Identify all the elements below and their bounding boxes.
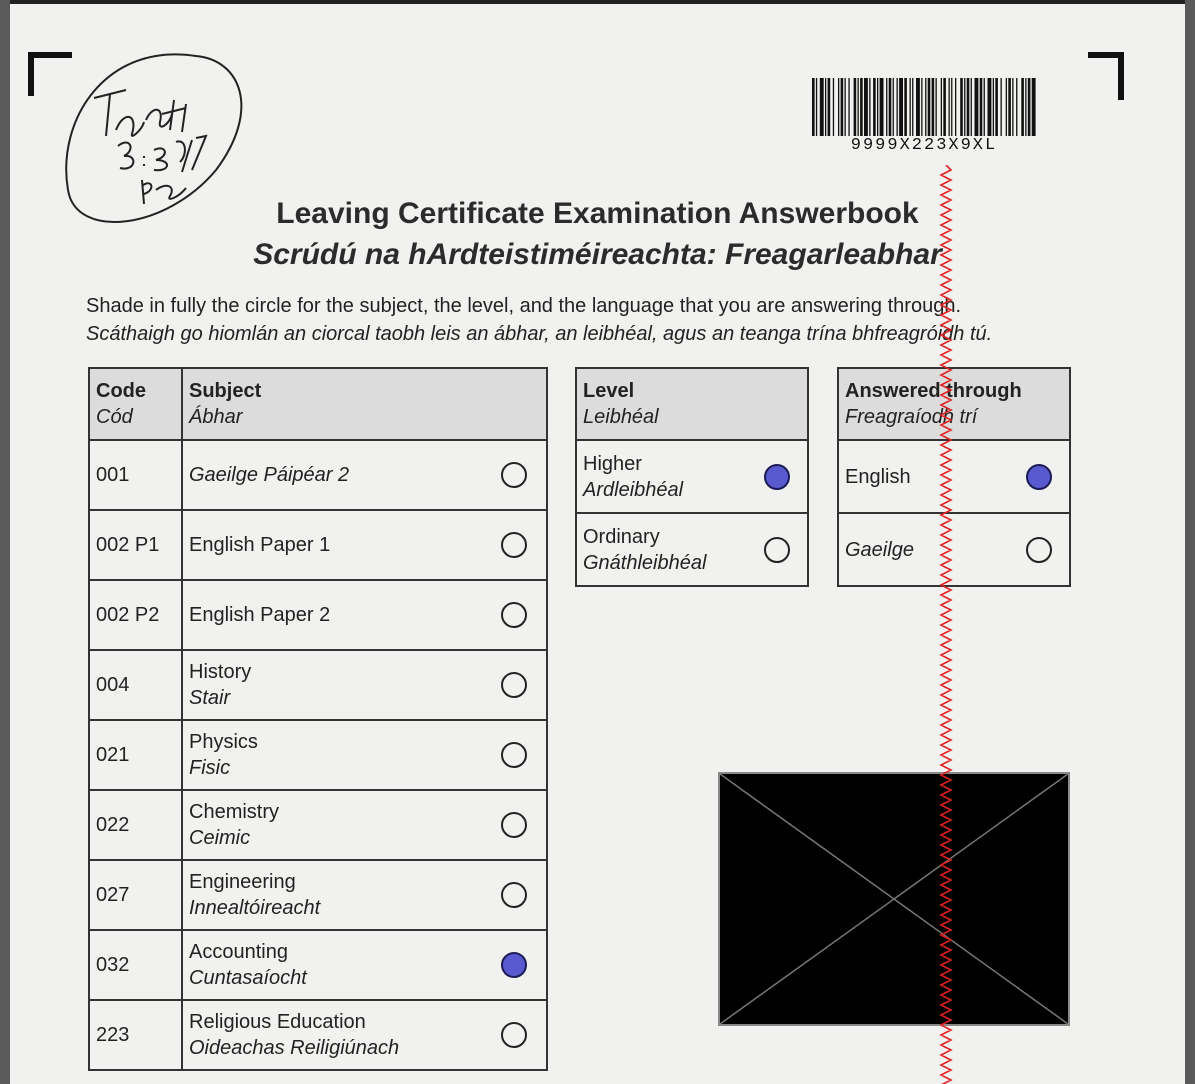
level-bubble[interactable]: [764, 464, 790, 490]
barcode-bar: [984, 78, 985, 136]
subject-name: Chemistry Ceimic: [182, 790, 482, 860]
barcode-bar: [943, 78, 946, 136]
subject-code: 021: [89, 720, 182, 790]
barcode-bar: [833, 78, 834, 136]
header-level: Level Leibhéal: [576, 368, 808, 440]
barcode-bar: [936, 78, 937, 136]
barcode-bar: [812, 78, 815, 136]
barcode-bar: [858, 78, 859, 136]
table-row: [89, 650, 547, 720]
table-row: [576, 440, 808, 513]
barcode-bar: [854, 78, 857, 136]
barcode: [810, 78, 1038, 136]
wavy-line-path: [941, 165, 951, 1084]
barcode-bar: [897, 78, 898, 136]
language-name: Gaeilge: [838, 513, 1008, 586]
barcode-bar: [1016, 78, 1017, 136]
redacted-box: [718, 772, 1070, 1026]
barcode-bar: [941, 78, 942, 136]
table-row: [89, 860, 547, 930]
barcode-bar: [1008, 78, 1011, 136]
barcode-bar: [960, 78, 963, 136]
table-row: [89, 510, 547, 580]
subject-name: Religious Education Oideachas Reiligiúnach: [182, 1000, 482, 1070]
barcode-bar: [1028, 78, 1031, 136]
barcode-bar: [828, 78, 831, 136]
barcode-bar: [838, 78, 839, 136]
table-row: [89, 930, 547, 1000]
instruction-irish: Scáthaigh go hiomlán an ciorcal taobh leis an ábhar, an leibhéal, agus an teanga trína bhfreagróidh tú.: [86, 323, 993, 345]
level-bubble[interactable]: [764, 537, 790, 563]
subject-bubble[interactable]: [501, 602, 527, 628]
barcode-bar: [955, 78, 956, 136]
barcode-bar: [873, 78, 876, 136]
subject-bubble[interactable]: [501, 812, 527, 838]
subject-code: 004: [89, 650, 182, 720]
subject-name: Physics Fisic: [182, 720, 482, 790]
answerbook-page: [10, 0, 1185, 1084]
barcode-bar: [889, 78, 892, 136]
subject-bubble[interactable]: [501, 672, 527, 698]
language-bubble[interactable]: [1026, 537, 1052, 563]
header-answered-through: Answered through Freagraíodh trí: [838, 368, 1070, 440]
barcode-bar: [975, 78, 979, 136]
level-name: Ordinary Gnáthleibhéal: [576, 513, 746, 586]
barcode-bar: [910, 78, 911, 136]
barcode-bar: [995, 78, 998, 136]
instruction-english: Shade in fully the circle for the subject, the level, and the language that you are answering through.: [86, 295, 961, 317]
barcode-bar: [949, 78, 950, 136]
subject-name: Engineering Innealtóireacht: [182, 860, 482, 930]
subject-bubble[interactable]: [501, 462, 527, 488]
barcode-bar: [848, 78, 849, 136]
subject-code: 001: [89, 440, 182, 510]
barcode-bar: [964, 78, 965, 136]
barcode-bar: [951, 78, 952, 136]
barcode-bar: [1012, 78, 1013, 136]
table-row: [89, 440, 547, 510]
barcode-bar: [912, 78, 913, 136]
barcode-bar: [816, 78, 817, 136]
barcode-bar: [1032, 78, 1036, 136]
barcode-bar: [971, 78, 972, 136]
subject-bubble[interactable]: [501, 532, 527, 558]
table-row: [89, 580, 547, 650]
title-irish: Scrúdú na hArdteistiméireachta: Freagarleabhar: [253, 238, 942, 271]
barcode-bar: [864, 78, 868, 136]
language-name: English: [838, 440, 1008, 513]
barcode-bar: [845, 78, 846, 136]
subject-name: English Paper 1: [182, 510, 482, 580]
language-bubble[interactable]: [1026, 464, 1052, 490]
header-subject: Subject Ábhar: [182, 368, 547, 440]
barcode-bar: [921, 78, 922, 136]
table-row: [89, 720, 547, 790]
subject-code: 027: [89, 860, 182, 930]
subject-bubble[interactable]: [501, 742, 527, 768]
barcode-bar: [841, 78, 844, 136]
subject-code: 002 P2: [89, 580, 182, 650]
subject-bubble[interactable]: [501, 1022, 527, 1048]
barcode-bar: [825, 78, 826, 136]
subject-code: 223: [89, 1000, 182, 1070]
barcode-bar: [925, 78, 926, 136]
corner-mark-top-right: [1088, 52, 1124, 100]
table-row: [89, 1000, 547, 1070]
barcode-bar: [1021, 78, 1024, 136]
barcode-bar: [820, 78, 824, 136]
wavy-margin-line: [936, 165, 956, 1084]
barcode-bar: [988, 78, 992, 136]
barcode-bar: [880, 78, 884, 136]
barcode-bar: [980, 78, 983, 136]
barcode-bar: [932, 78, 935, 136]
barcode-bar: [1001, 78, 1002, 136]
level-table: [575, 367, 809, 587]
subject-code: 022: [89, 790, 182, 860]
barcode-bar: [886, 78, 887, 136]
subject-code: 032: [89, 930, 182, 1000]
subject-name: English Paper 2: [182, 580, 482, 650]
barcode-bar: [860, 78, 863, 136]
barcode-text: 9999X223X9XL: [850, 136, 998, 155]
barcode-bar: [869, 78, 870, 136]
subject-name: Gaeilge Páipéar 2: [182, 440, 482, 510]
subject-name: Accounting Cuntasaíocht: [182, 930, 482, 1000]
subject-bubble[interactable]: [501, 882, 527, 908]
barcode-bar: [993, 78, 994, 136]
table-row: [576, 513, 808, 586]
header-code: Code Cód: [89, 368, 182, 440]
subject-table: [88, 367, 548, 1071]
barcode-bar: [1006, 78, 1007, 136]
table-row: [89, 790, 547, 860]
subject-code: 002 P1: [89, 510, 182, 580]
barcode-bar: [967, 78, 970, 136]
subject-name: History Stair: [182, 650, 482, 720]
barcode-bar: [904, 78, 907, 136]
barcode-bar: [916, 78, 920, 136]
barcode-bar: [899, 78, 903, 136]
title-english: Leaving Certificate Examination Answerbook: [276, 197, 919, 230]
barcode-bar: [928, 78, 931, 136]
barcode-bar: [877, 78, 878, 136]
level-name: Higher Ardleibhéal: [576, 440, 746, 513]
barcode-bar: [1025, 78, 1026, 136]
subject-bubble[interactable]: [501, 952, 527, 978]
barcode-bar: [893, 78, 894, 136]
